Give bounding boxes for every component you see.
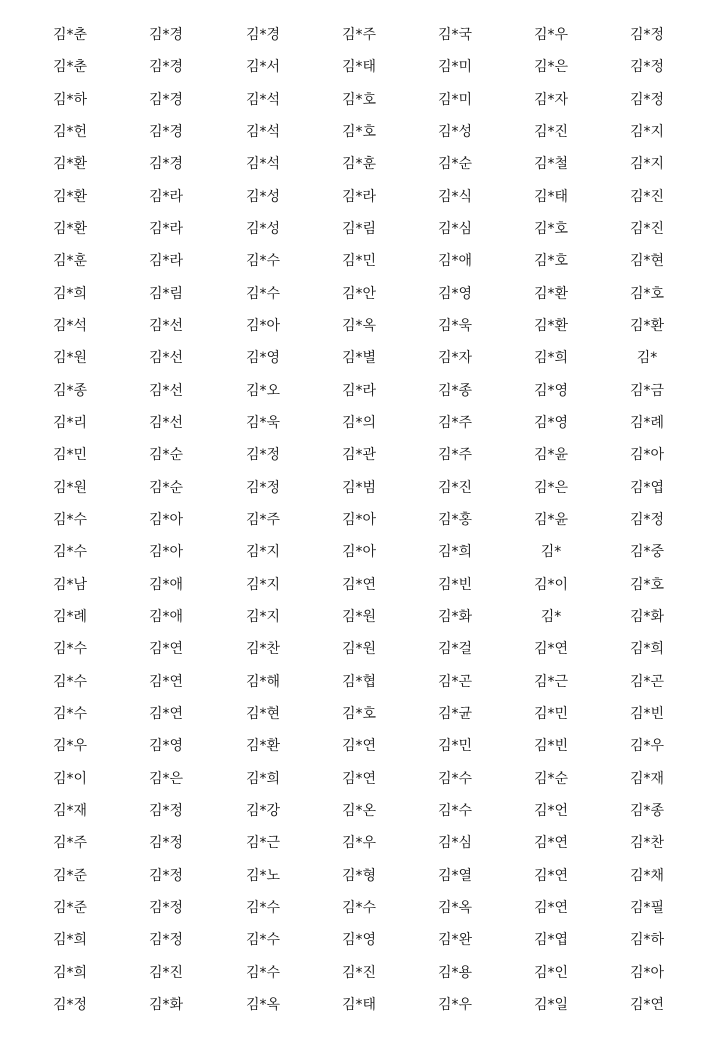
name-cell: 김*의 — [341, 414, 377, 431]
name-row — [0, 213, 720, 245]
name-cell: 김*진 — [341, 964, 377, 981]
name-cell: 김*경 — [245, 27, 281, 43]
name-cell: 김*별 — [341, 350, 377, 367]
name-cell: 김*아 — [341, 544, 377, 561]
name-cell: 김*하 — [629, 932, 665, 949]
name-cell: 김*화 — [148, 996, 184, 1013]
name-cell: 김*철 — [533, 156, 569, 173]
name-cell: 김*호 — [533, 220, 569, 237]
name-cell: 김*수 — [245, 932, 281, 949]
name-cell: 김*영 — [437, 285, 473, 302]
name-cell: 김*수 — [245, 899, 281, 916]
name-cell: 김*준 — [52, 867, 88, 884]
name-cell: 김*종 — [437, 382, 473, 399]
name-cell: 김*정 — [148, 932, 184, 949]
name-cell: 김*지 — [629, 123, 665, 140]
name-cell: 김*근 — [533, 673, 569, 690]
name-cell: 김*엽 — [629, 479, 665, 496]
name-cell: 김*희 — [52, 932, 88, 949]
name-cell: 김*필 — [629, 899, 665, 916]
name-cell: 김*지 — [629, 156, 665, 173]
name-cell: 김*라 — [341, 382, 377, 399]
name-cell: 김*환 — [245, 738, 281, 755]
name-cell: 김*훈 — [341, 156, 377, 173]
name-cell: 김*걸 — [437, 641, 473, 658]
name-cell: 김*은 — [533, 59, 569, 76]
name-cell: 김*열 — [437, 867, 473, 884]
name-cell: 김*식 — [437, 188, 473, 205]
name-cell: 김*석 — [245, 91, 281, 108]
name-cell: 김*욱 — [245, 414, 281, 431]
name-cell: 김*화 — [437, 608, 473, 625]
name-cell: 김*범 — [341, 479, 377, 496]
name-cell: 김*태 — [533, 188, 569, 205]
name-cell: 김*수 — [245, 253, 281, 270]
name-row — [0, 795, 720, 827]
name-cell: 김*환 — [533, 317, 569, 334]
name-cell: 김*오 — [245, 382, 281, 399]
name-cell: 김*연 — [533, 867, 569, 884]
name-cell: 김*희 — [52, 285, 88, 302]
name-cell: 김*찬 — [629, 835, 665, 852]
name-row — [0, 407, 720, 439]
name-cell: 김*윤 — [533, 447, 569, 464]
name-cell: 김*옥 — [341, 317, 377, 334]
name-cell: 김*국 — [437, 27, 473, 43]
name-cell: 김*수 — [52, 673, 88, 690]
name-cell: 김*심 — [437, 835, 473, 852]
name-cell: 김*지 — [245, 608, 281, 625]
name-cell: 김*경 — [148, 156, 184, 173]
name-row — [0, 924, 720, 956]
name-cell: 김*환 — [52, 156, 88, 173]
name-cell: 김*환 — [52, 188, 88, 205]
name-cell: 김*준 — [52, 899, 88, 916]
name-cell: 김*정 — [148, 802, 184, 819]
name-cell: 김*이 — [533, 576, 569, 593]
name-cell: 김*강 — [245, 802, 281, 819]
name-cell: 김*희 — [533, 350, 569, 367]
name-cell: 김*선 — [148, 350, 184, 367]
name-cell: 김*정 — [629, 59, 665, 76]
name-cell: 김*채 — [629, 867, 665, 884]
name-cell: 김*엽 — [533, 932, 569, 949]
name-cell: 김*우 — [52, 738, 88, 755]
name-row — [0, 730, 720, 762]
name-cell: 김*주 — [437, 414, 473, 431]
name-row — [0, 278, 720, 310]
name-cell: 김*빈 — [437, 576, 473, 593]
name-row — [0, 342, 720, 374]
name-cell: 김*영 — [341, 932, 377, 949]
name-cell: 김*경 — [148, 27, 184, 43]
name-row — [0, 375, 720, 407]
name-cell: 김*화 — [629, 608, 665, 625]
name-cell: 김*선 — [148, 414, 184, 431]
name-cell: 김*재 — [629, 770, 665, 787]
name-cell: 김*호 — [341, 123, 377, 140]
name-row — [0, 957, 720, 989]
name-cell: 김*우 — [341, 835, 377, 852]
name-row — [0, 310, 720, 342]
name-cell: 김*석 — [245, 156, 281, 173]
name-cell: 김*순 — [533, 770, 569, 787]
name-cell: 김*수 — [437, 802, 473, 819]
name-cell: 김*라 — [148, 188, 184, 205]
name-cell: 김*순 — [437, 156, 473, 173]
name-cell: 김*진 — [437, 479, 473, 496]
name-cell: 김*연 — [341, 576, 377, 593]
name-cell: 김*형 — [341, 867, 377, 884]
name-cell: 김*진 — [629, 220, 665, 237]
name-cell: 김*희 — [437, 544, 473, 561]
name-cell: 김*희 — [245, 770, 281, 787]
name-cell: 김*정 — [629, 27, 665, 43]
name-cell: 김*순 — [148, 479, 184, 496]
name-cell: 김*연 — [148, 641, 184, 658]
name-cell: 김*자 — [437, 350, 473, 367]
name-cell: 김*현 — [245, 705, 281, 722]
name-cell: 김*민 — [533, 705, 569, 722]
name-cell: 김*성 — [245, 220, 281, 237]
name-cell: 김*선 — [148, 317, 184, 334]
name-cell: 김*연 — [341, 738, 377, 755]
name-cell: 김*민 — [341, 253, 377, 270]
name-cell: 김*진 — [629, 188, 665, 205]
name-cell: 김*연 — [533, 835, 569, 852]
name-cell: 김*라 — [341, 188, 377, 205]
name-row — [0, 860, 720, 892]
name-cell: 김*진 — [148, 964, 184, 981]
name-cell: 김*정 — [245, 447, 281, 464]
name-row — [0, 892, 720, 924]
name-cell: 김*호 — [629, 576, 665, 593]
name-cell: 김*경 — [148, 91, 184, 108]
name-cell: 김*경 — [148, 123, 184, 140]
name-cell: 김* — [540, 608, 562, 625]
name-row — [0, 19, 720, 51]
name-cell: 김*자 — [533, 91, 569, 108]
name-cell: 김*수 — [52, 705, 88, 722]
name-cell: 김*아 — [148, 544, 184, 561]
name-cell: 김*석 — [245, 123, 281, 140]
name-cell: 김*노 — [245, 867, 281, 884]
name-cell: 김*호 — [629, 285, 665, 302]
name-cell: 김*애 — [148, 608, 184, 625]
name-row — [0, 116, 720, 148]
name-cell: 김*정 — [629, 511, 665, 528]
name-row — [0, 504, 720, 536]
name-cell: 김*정 — [245, 479, 281, 496]
name-cell: 김*아 — [245, 317, 281, 334]
name-cell: 김*원 — [52, 479, 88, 496]
name-cell: 김*례 — [629, 414, 665, 431]
name-cell: 김*정 — [629, 91, 665, 108]
name-row — [0, 536, 720, 568]
name-cell: 김*태 — [341, 59, 377, 76]
name-row — [0, 666, 720, 698]
name-cell: 김*우 — [437, 996, 473, 1013]
name-cell: 김*해 — [245, 673, 281, 690]
name-cell: 김*미 — [437, 59, 473, 76]
name-cell: 김*정 — [148, 835, 184, 852]
name-cell: 김*주 — [52, 835, 88, 852]
name-cell: 김*수 — [245, 964, 281, 981]
name-cell: 김*애 — [437, 253, 473, 270]
name-cell: 김*언 — [533, 802, 569, 819]
name-cell: 김*영 — [245, 350, 281, 367]
name-cell: 김*우 — [629, 738, 665, 755]
name-cell: 김*진 — [533, 123, 569, 140]
name-row — [0, 439, 720, 471]
name-cell: 김*림 — [148, 285, 184, 302]
name-cell: 김* — [636, 350, 658, 367]
name-cell: 김*남 — [52, 576, 88, 593]
name-row — [0, 569, 720, 601]
name-cell: 김*원 — [52, 350, 88, 367]
name-cell: 김*욱 — [437, 317, 473, 334]
name-cell: 김*주 — [341, 27, 377, 43]
name-cell: 김*아 — [148, 511, 184, 528]
name-cell: 김*희 — [52, 964, 88, 981]
name-cell: 김*재 — [52, 802, 88, 819]
name-cell: 김*지 — [245, 544, 281, 561]
name-cell: 김*훈 — [52, 253, 88, 270]
name-cell: 김*환 — [52, 220, 88, 237]
name-cell: 김*주 — [437, 447, 473, 464]
name-cell: 김*종 — [52, 382, 88, 399]
name-cell: 김*수 — [245, 285, 281, 302]
name-cell: 김*우 — [533, 27, 569, 43]
name-cell: 김*은 — [533, 479, 569, 496]
name-row — [0, 148, 720, 180]
name-row — [0, 84, 720, 116]
name-cell: 김*순 — [148, 447, 184, 464]
name-cell: 김*주 — [245, 511, 281, 528]
name-cell: 김*영 — [148, 738, 184, 755]
name-cell: 김*연 — [533, 641, 569, 658]
name-row — [0, 989, 720, 1021]
name-cell: 김*금 — [629, 382, 665, 399]
name-row — [0, 472, 720, 504]
name-cell: 김*선 — [148, 382, 184, 399]
name-cell: 김*하 — [52, 91, 88, 108]
name-cell: 김*정 — [148, 867, 184, 884]
name-cell: 김*민 — [437, 738, 473, 755]
name-cell: 김*원 — [341, 641, 377, 658]
name-cell: 김*지 — [245, 576, 281, 593]
name-cell: 김*곤 — [437, 673, 473, 690]
name-cell: 김*호 — [341, 705, 377, 722]
name-cell: 김*서 — [245, 59, 281, 76]
name-cell: 김*윤 — [533, 511, 569, 528]
name-cell: 김*영 — [533, 414, 569, 431]
name-row — [0, 698, 720, 730]
name-row — [0, 763, 720, 795]
name-cell: 김*홍 — [437, 511, 473, 528]
name-cell: 김*아 — [341, 511, 377, 528]
name-cell: 김*수 — [52, 544, 88, 561]
name-cell: 김*연 — [148, 673, 184, 690]
name-cell: 김*정 — [52, 996, 88, 1013]
name-cell: 김*연 — [533, 899, 569, 916]
name-cell: 김*석 — [52, 317, 88, 334]
name-cell: 김*애 — [148, 576, 184, 593]
name-cell: 김*호 — [341, 91, 377, 108]
name-cell: 김*아 — [629, 964, 665, 981]
name-cell: 김*례 — [52, 608, 88, 625]
name-cell: 김*환 — [533, 285, 569, 302]
name-cell: 김*수 — [341, 899, 377, 916]
name-cell: 김*빈 — [629, 705, 665, 722]
name-row — [0, 245, 720, 277]
name-cell: 김*곤 — [629, 673, 665, 690]
name-cell: 김*수 — [52, 641, 88, 658]
name-cell: 김*안 — [341, 285, 377, 302]
name-cell: 김*아 — [629, 447, 665, 464]
name-cell: 김*완 — [437, 932, 473, 949]
name-cell: 김*정 — [148, 899, 184, 916]
name-row — [0, 827, 720, 859]
name-cell: 김*이 — [52, 770, 88, 787]
name-cell: 김*환 — [629, 317, 665, 334]
name-cell: 김*영 — [533, 382, 569, 399]
name-cell: 김*관 — [341, 447, 377, 464]
name-cell: 김*온 — [341, 802, 377, 819]
name-cell: 김*균 — [437, 705, 473, 722]
name-cell: 김*옥 — [437, 899, 473, 916]
name-cell: 김* — [540, 544, 562, 561]
name-cell: 김*원 — [341, 608, 377, 625]
name-cell: 김*옥 — [245, 996, 281, 1013]
name-row — [0, 601, 720, 633]
name-cell: 김*협 — [341, 673, 377, 690]
name-cell: 김*연 — [148, 705, 184, 722]
name-cell: 김*용 — [437, 964, 473, 981]
name-row — [0, 181, 720, 213]
name-cell: 김*수 — [52, 511, 88, 528]
name-cell: 김*헌 — [52, 123, 88, 140]
name-cell: 김*심 — [437, 220, 473, 237]
name-cell: 김*호 — [533, 253, 569, 270]
name-cell: 김*찬 — [245, 641, 281, 658]
name-cell: 김*종 — [629, 802, 665, 819]
name-cell: 김*리 — [52, 414, 88, 431]
name-cell: 김*라 — [148, 220, 184, 237]
name-cell: 김*림 — [341, 220, 377, 237]
name-cell: 김*경 — [148, 59, 184, 76]
name-cell: 김*수 — [437, 770, 473, 787]
name-cell: 김*연 — [629, 996, 665, 1013]
name-cell: 김*연 — [341, 770, 377, 787]
name-cell: 김*민 — [52, 447, 88, 464]
name-cell: 김*춘 — [52, 59, 88, 76]
name-cell: 김*인 — [533, 964, 569, 981]
name-cell: 김*일 — [533, 996, 569, 1013]
name-cell: 김*춘 — [52, 27, 88, 43]
name-cell: 김*은 — [148, 770, 184, 787]
name-row — [0, 633, 720, 665]
name-cell: 김*태 — [341, 996, 377, 1013]
name-cell: 김*현 — [629, 253, 665, 270]
name-cell: 김*중 — [629, 544, 665, 561]
name-cell: 김*근 — [245, 835, 281, 852]
name-cell: 김*성 — [245, 188, 281, 205]
name-row — [0, 51, 720, 83]
name-cell: 김*희 — [629, 641, 665, 658]
name-cell: 김*빈 — [533, 738, 569, 755]
name-cell: 김*성 — [437, 123, 473, 140]
name-cell: 김*미 — [437, 91, 473, 108]
name-cell: 김*라 — [148, 253, 184, 270]
